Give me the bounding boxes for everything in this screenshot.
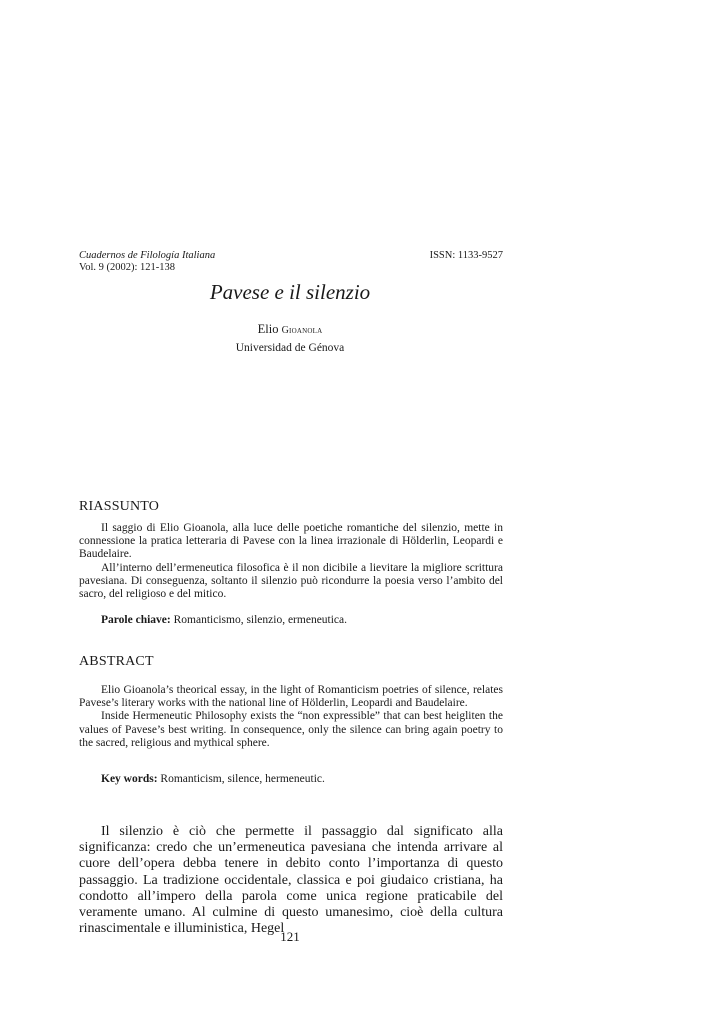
page-number: 121 — [280, 929, 300, 944]
author-affiliation: Universidad de Génova — [235, 342, 345, 354]
abstract-paragraph-1: Elio Gioanola’s theorical essay, in the light of Romanticism poetries of silence, relates Pavese’s literary works with the national line of Hölderlin, Leopardi and Baudelaire. — [79, 684, 503, 710]
body-paragraph: Il silenzio è ciò che permette il passaggio dal significato alla significanza: credo che un’ermeneutica pavesiana che intenda arrivare al cuore dell’opera debba tenere in debito conto l’importanza di questo passaggio. La tradizione occidentale, classica e poi giudaico cristiana, ha condotto all’impero della parola come unica regione praticabile del veramente umano. Al culmine di questo umanesimo, cioè della cultura rinascimentale e illuministica, Hegel — [79, 824, 503, 937]
riassunto-keywords-label: Parole chiave: — [101, 614, 171, 626]
journal-name: Cuadernos de Filología Italiana — [79, 250, 216, 261]
author-first-name: Elio — [257, 322, 282, 336]
riassunto-keywords — [101, 614, 347, 626]
riassunto-keywords-value: Romanticismo, silenzio, ermeneutica. — [170, 614, 348, 626]
issn: ISSN: 1133-9527 — [429, 250, 503, 261]
riassunto-heading: RIASSUNTO — [79, 499, 160, 514]
abstract-keywords — [101, 773, 325, 785]
abstract-keywords-value: Romanticism, silence, hermeneutic. — [157, 773, 325, 785]
abstract-paragraph-2: Inside Hermeneutic Philosophy exists the “non expressible” that can best heigliten the values of Pavese’s best writing. In consequence, only the silence can bring again poetry to the sacred, religious and mythical sphere. — [79, 710, 503, 749]
author-name — [0, 322, 580, 337]
abstract-keywords-label: Key words: — [101, 773, 158, 785]
abstract-heading: ABSTRACT — [79, 654, 154, 669]
article-title: Pavese e il silenzio — [209, 280, 371, 304]
journal-info — [79, 250, 215, 274]
riassunto-paragraph-1: Il saggio di Elio Gioanola, alla luce delle poetiche romantiche del silenzio, mette in connessione la pratica letteraria di Pavese con la linea irrazionale di Hölderlin, Leopardi e Baudelaire. — [79, 522, 503, 561]
journal-volume: Vol. 9 (2002): 121-138 — [79, 262, 176, 273]
abstract-text — [79, 684, 503, 750]
author-last-name: Gioanola — [281, 325, 323, 336]
body-text — [79, 824, 503, 937]
riassunto-text — [79, 522, 503, 601]
riassunto-paragraph-2: All’interno dell’ermeneutica filosofica è il non dicibile a lievitare la migliore scrittura pavesiana. Di conseguenza, soltanto il silenzio può ricondurre la poesia verso l’ambito del sacro, del religioso e del mitico. — [79, 561, 503, 601]
